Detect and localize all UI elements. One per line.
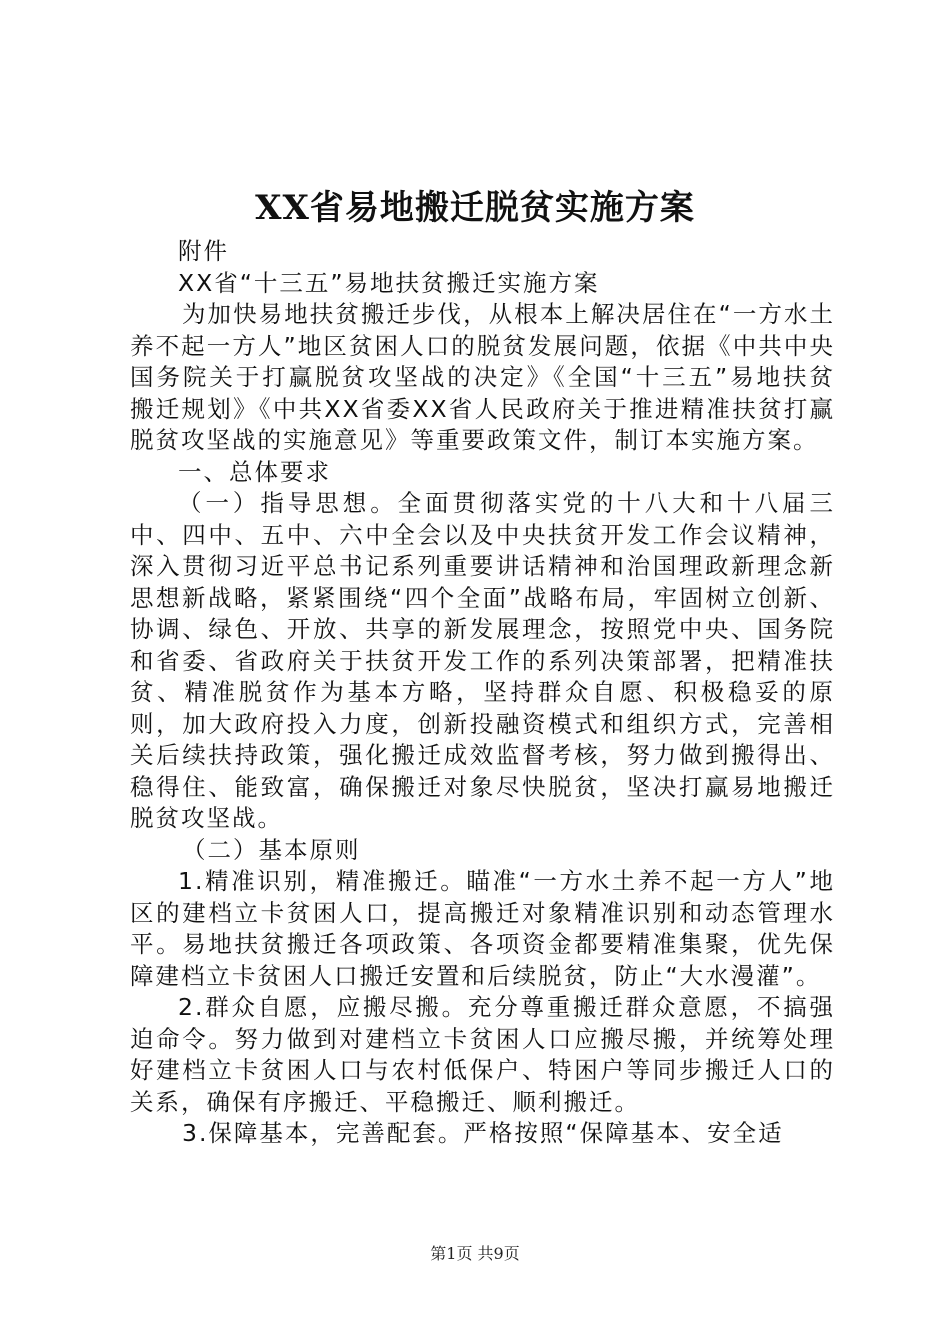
document-title: XX省易地搬迁脱贫实施方案 (255, 188, 695, 228)
section-heading-general-requirements: 一、总体要求 (178, 457, 331, 486)
guiding-ideology-paragraph: （一）指导思想。全面贯彻落实党的十八大和十八届三中、四中、五中、六中全会以及中央扶贫开发工作会议精神，深入贯彻习近平总书记系列重要讲话精神和治国理政新理念新思想新战略，紧紧围绕“四个全面”战略布局，牢固树立创新、协调、绿色、开放、共享的新发展理念，按照党中央、国务院和省委、省政府关于扶贫开发工作的系列决策部署，把精准扶贫、精准脱贫作为基本方略，坚持群众自愿、积极稳妥的原则，加大政府投入力度，创新投融资模式和组织方式，完善相关后续扶持政策，强化搬迁成效监督考核，努力做到搬得出、稳得住、能致富，确保搬迁对象尽快脱贫，坚决打赢易地搬迁脱贫攻坚战。 (130, 489, 835, 832)
plan-subtitle: XX省“十三五”易地扶贫搬迁实施方案 (178, 268, 600, 297)
principle-1-paragraph: 1.精准识别，精准搬迁。瞄准“一方水土养不起一方人”地区的建档立卡贫困人口，提高搬迁对象精准识别和动态管理水平。易地扶贫搬迁各项政策、各项资金都要精准集聚，优先保障建档立卡贫困人口搬迁安置和后续脱贫，防止“大水漫灌”。 (130, 867, 835, 990)
attachment-label: 附件 (178, 237, 229, 265)
principle-2-paragraph: 2.群众自愿，应搬尽搬。充分尊重搬迁群众意愿，不搞强迫命令。努力做到对建档立卡贫困人口应搬尽搬，并统筹处理好建档立卡贫困人口与农村低保户、特困户等同步搬迁人口的关系，确保有序搬迁、平稳搬迁、顺利搬迁。 (130, 993, 835, 1116)
intro-paragraph: 为加快易地扶贫搬迁步伐，从根本上解决居住在“一方水土养不起一方人”地区贫困人口的脱贫发展问题，依据《中共中央国务院关于打赢脱贫攻坚战的决定》《全国“十三五”易地扶贫搬迁规划》《中共XX省委XX省人民政府关于推进精准扶贫打赢脱贫攻坚战的实施意见》等重要政策文件，制订本实施方案。 (130, 300, 835, 454)
subsection-heading-basic-principles: （二）基本原则 (182, 835, 361, 864)
document-body (130, 236, 835, 1150)
principle-3-paragraph: 3.保障基本，完善配套。严格按照“保障基本、安全适 (182, 1119, 784, 1147)
page-footer: 第1页 共9页 (430, 1244, 520, 1263)
